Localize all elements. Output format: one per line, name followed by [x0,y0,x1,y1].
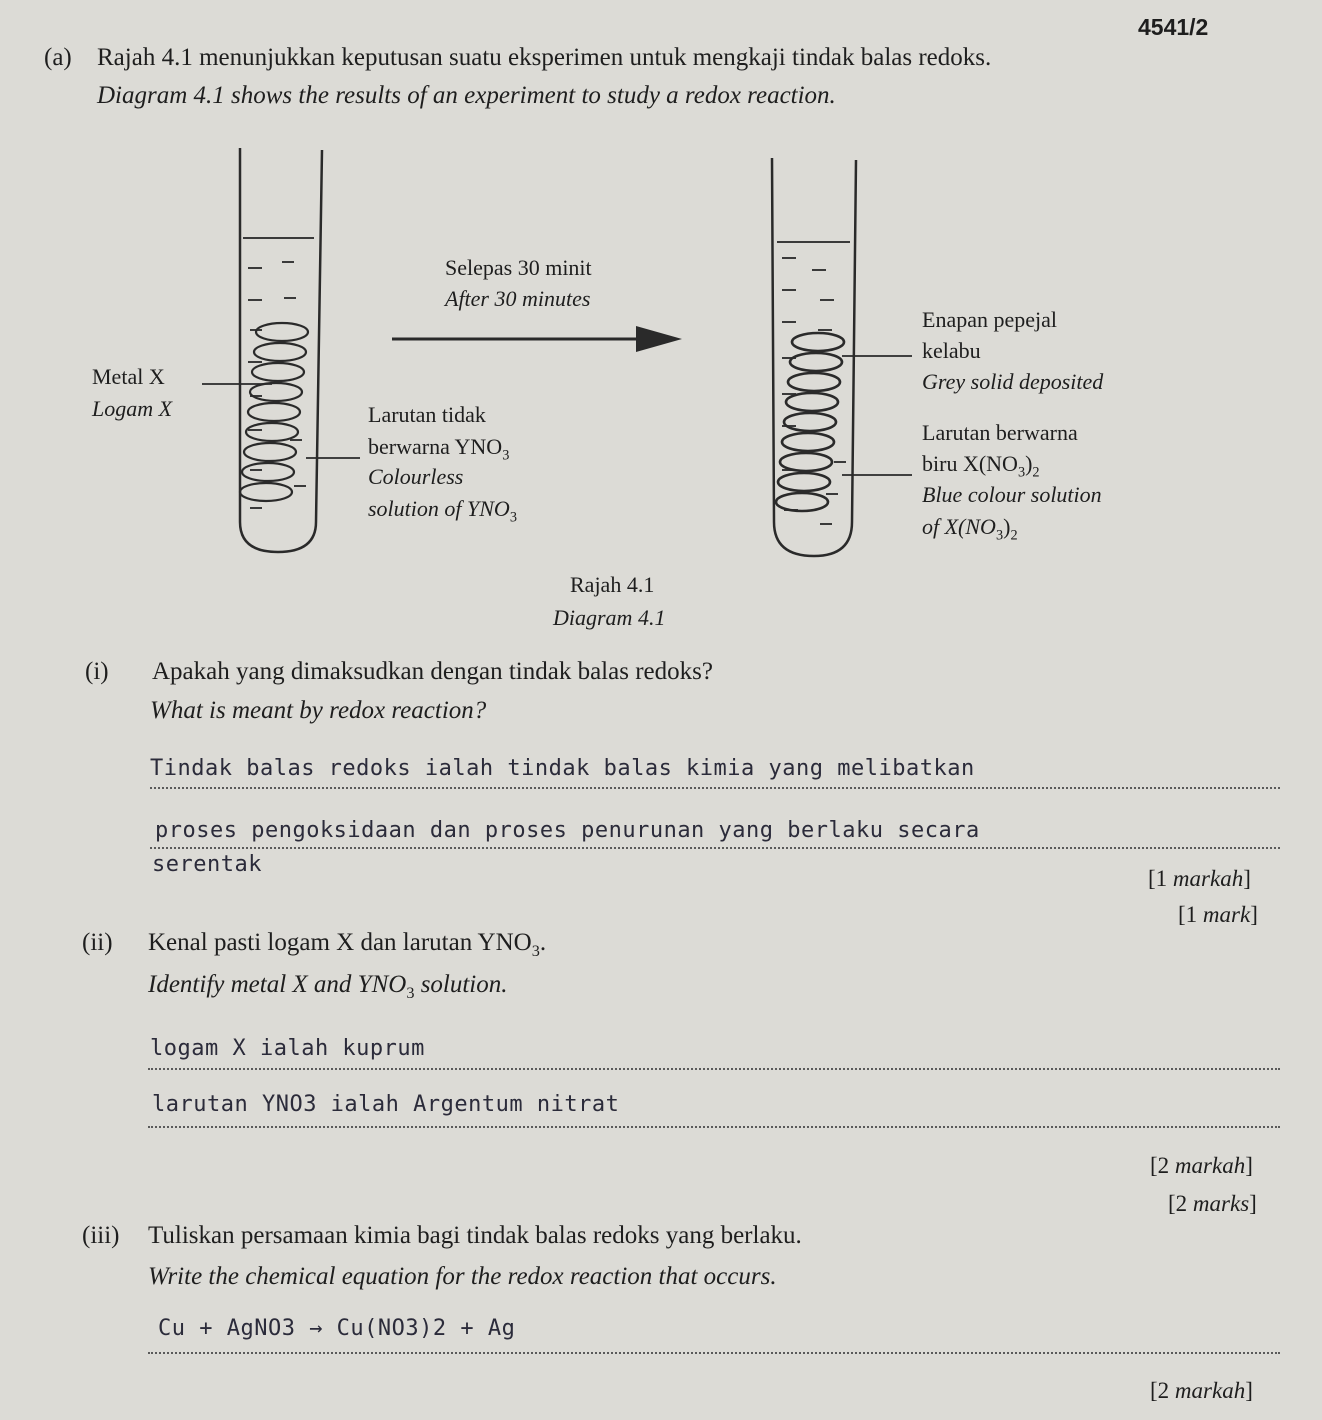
q2-mark-malay: [2 markah] [1150,1153,1253,1178]
q2-answer-line-1 [148,1068,1280,1070]
q1-mark-malay: [1 markah] [1148,866,1251,891]
q2-text-english: Identify metal X and $YNO_3$ solution. [148,971,508,1002]
intro-english: Diagram 4.1 shows the results of an experiment to study a redox reaction. [97,82,836,109]
left-solution-label-4: solution of $YNO_3$ [368,496,517,526]
metal-label-1: Metal X [92,364,165,389]
diagram-caption-malay: Rajah 4.1 [570,572,655,597]
left-test-tube [240,148,322,552]
paper-code: 4541/2 [1138,14,1209,40]
q1-answer-line-2 [150,847,1280,849]
right-solution-label-1: Larutan berwarna [922,420,1078,445]
left-solution-label-3: Colourless [368,464,464,489]
q2-answer-line-2 [148,1126,1280,1128]
part-a-label: (a) [44,44,72,71]
arrow-label-english: After 30 minutes [445,286,591,311]
q3-text-english: Write the chemical equation for the redox reaction that occurs. [148,1263,777,1290]
q2-mark-english: [2 marks] [1168,1191,1257,1216]
right-solution-label-4: of $X(NO_3)_2$ [922,514,1018,544]
metal-label-2: Logam X [92,396,173,421]
q3-answer-1: Cu + AgNO3 → Cu(NO3)2 + Ag [158,1316,516,1341]
q1-answer-2: proses pengoksidaan dan proses penurunan yang berlaku secara [155,818,980,843]
left-metal-coil [240,323,308,501]
diagram-caption-english: Diagram 4.1 [553,605,666,630]
q1-answer-1: Tindak balas redoks ialah tindak balas kimia yang melibatkan [150,756,975,781]
deposit-label-1: Enapan pepejal [922,307,1057,332]
right-metal-coil [776,333,844,511]
q1-text-english: What is meant by redox reaction? [150,697,487,724]
right-solution-label-2: biru $X(NO_3)_2$ [922,451,1040,481]
q1-answer-3: serentak [152,852,262,877]
q2-label: (ii) [82,929,113,956]
q3-text-malay: Tuliskan persamaan kimia bagi tindak balas redoks yang berlaku. [148,1222,802,1249]
left-solution-label-2: berwarna $YNO_3$ [368,434,510,464]
q3-label: (iii) [82,1222,120,1249]
q1-text-malay: Apakah yang dimaksudkan dengan tindak balas redoks? [152,658,713,685]
intro-malay: Rajah 4.1 menunjukkan keputusan suatu eksperimen untuk mengkaji tindak balas redoks. [97,44,992,71]
q1-mark-english: [1 mark] [1178,902,1258,927]
q3-mark-malay: [2 markah] [1150,1378,1253,1403]
q1-label: (i) [85,658,109,685]
right-solution-label-3: Blue colour solution [922,482,1102,507]
deposit-label-3: Grey solid deposited [922,369,1104,394]
reaction-arrow [392,326,682,352]
q2-text-malay: Kenal pasti logam X dan larutan $YNO_3$. [148,929,547,960]
deposit-label-2: kelabu [922,338,981,363]
arrow-label-malay: Selepas 30 minit [445,255,592,280]
q2-answer-2: larutan YNO3 ialah Argentum nitrat [152,1092,620,1117]
q1-answer-line-1 [150,787,1280,789]
q3-answer-line-1 [148,1352,1280,1354]
left-solution-label-1: Larutan tidak [368,402,486,427]
q2-answer-1: logam X ialah kuprum [150,1036,425,1061]
